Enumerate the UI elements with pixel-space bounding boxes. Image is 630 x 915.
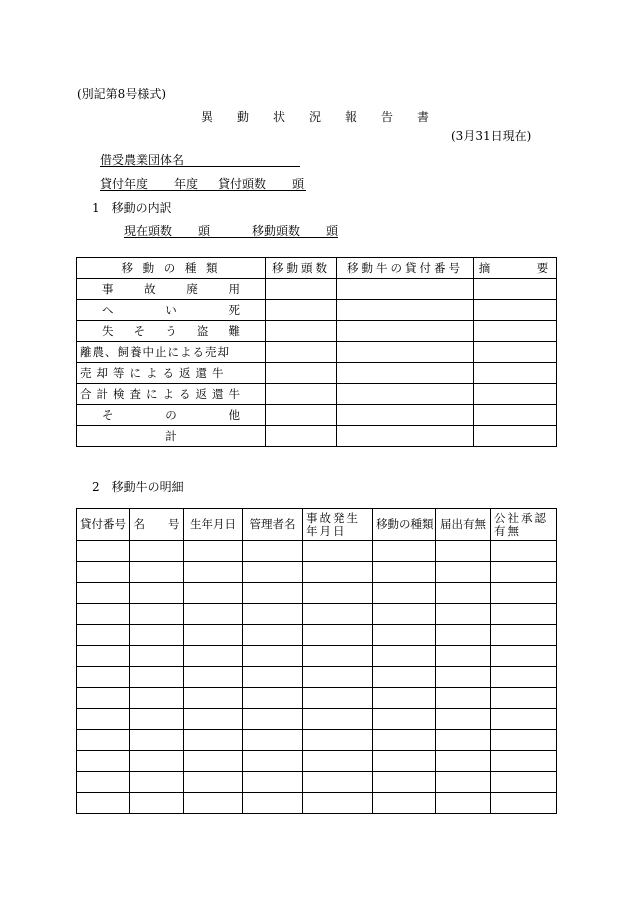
input-cell[interactable]: [337, 279, 474, 300]
input-cell[interactable]: [303, 667, 373, 688]
table-row: [77, 562, 557, 583]
input-cell[interactable]: [77, 562, 130, 583]
movement-type-label: [77, 279, 266, 300]
organization-name-field[interactable]: [100, 151, 300, 167]
current-heads-unit: 頭: [198, 224, 211, 238]
movement-type-label: [77, 405, 266, 426]
input-cell[interactable]: [337, 300, 474, 321]
input-cell[interactable]: [337, 321, 474, 342]
movement-type-text: 売却等による返還牛: [80, 365, 229, 380]
table-row: [77, 279, 557, 300]
input-cell[interactable]: [436, 604, 491, 625]
input-cell[interactable]: [303, 583, 373, 604]
head-count-line: [124, 222, 338, 238]
input-cell[interactable]: [303, 646, 373, 667]
table-row: [77, 384, 557, 405]
loan-heads-unit: 頭: [292, 177, 305, 191]
input-cell[interactable]: [491, 667, 557, 688]
input-cell[interactable]: [337, 405, 474, 426]
input-cell[interactable]: [130, 772, 184, 793]
current-heads-label: 現在頭数: [124, 224, 173, 238]
input-cell[interactable]: [491, 562, 557, 583]
input-cell[interactable]: [184, 730, 243, 751]
input-cell[interactable]: [436, 688, 491, 709]
input-cell[interactable]: [184, 562, 243, 583]
input-cell[interactable]: [77, 583, 130, 604]
input-cell[interactable]: [436, 541, 491, 562]
input-cell[interactable]: [77, 751, 130, 772]
table-row: [77, 583, 557, 604]
table-header-row: [77, 509, 557, 541]
input-cell[interactable]: [266, 426, 337, 447]
movement-type-char: 盗: [196, 323, 209, 338]
input-cell[interactable]: [337, 426, 474, 447]
input-cell[interactable]: [77, 625, 130, 646]
input-cell[interactable]: [243, 751, 303, 772]
input-cell[interactable]: [303, 772, 373, 793]
input-cell[interactable]: [436, 772, 491, 793]
input-cell[interactable]: [77, 688, 130, 709]
input-cell[interactable]: [491, 688, 557, 709]
input-cell[interactable]: [373, 730, 436, 751]
movement-type-char: 難: [228, 323, 240, 338]
input-cell[interactable]: [77, 604, 130, 625]
table-row: [77, 730, 557, 751]
movement-type-label: [77, 363, 266, 384]
movement-type-char: の: [165, 407, 177, 422]
input-cell[interactable]: [303, 793, 373, 814]
table-row: [77, 405, 557, 426]
input-cell[interactable]: [266, 321, 337, 342]
input-cell[interactable]: [373, 688, 436, 709]
loan-info-line: [100, 175, 306, 191]
input-cell[interactable]: [130, 751, 184, 772]
movement-type-char: そ: [133, 323, 146, 338]
movement-type-char: そ: [102, 407, 114, 422]
input-cell[interactable]: [436, 793, 491, 814]
input-cell[interactable]: [436, 730, 491, 751]
input-cell[interactable]: [77, 667, 130, 688]
input-cell[interactable]: [184, 751, 243, 772]
input-cell[interactable]: [303, 730, 373, 751]
table-row: [77, 321, 557, 342]
input-cell[interactable]: [130, 562, 184, 583]
table-row: [77, 751, 557, 772]
input-cell[interactable]: [303, 688, 373, 709]
input-cell[interactable]: [373, 625, 436, 646]
input-cell[interactable]: [491, 793, 557, 814]
input-cell[interactable]: [184, 646, 243, 667]
movement-type-char: 失: [102, 323, 114, 338]
input-cell[interactable]: [491, 709, 557, 730]
input-cell[interactable]: [373, 667, 436, 688]
table-row: [77, 604, 557, 625]
movement-type-char: う: [165, 323, 177, 338]
loan-year-label: 貸付年度: [100, 177, 149, 191]
input-cell[interactable]: [436, 562, 491, 583]
input-cell[interactable]: [130, 604, 184, 625]
section2-heading: 2 移動牛の明細: [92, 480, 184, 494]
input-cell[interactable]: [474, 384, 557, 405]
input-cell[interactable]: [474, 363, 557, 384]
input-cell[interactable]: [436, 709, 491, 730]
input-cell[interactable]: [266, 384, 337, 405]
input-cell[interactable]: [266, 279, 337, 300]
table-row: [77, 772, 557, 793]
input-cell[interactable]: [373, 709, 436, 730]
column-header: 摘 要: [474, 258, 557, 279]
movement-type-char: 他: [228, 407, 240, 422]
input-cell[interactable]: [77, 772, 130, 793]
input-cell[interactable]: [130, 646, 184, 667]
column-header: 移 動 の 種 類: [77, 258, 266, 279]
input-cell[interactable]: [373, 793, 436, 814]
input-cell[interactable]: [436, 667, 491, 688]
input-cell[interactable]: [243, 646, 303, 667]
input-cell[interactable]: [303, 625, 373, 646]
input-cell[interactable]: [130, 688, 184, 709]
moved-cattle-detail-table: [76, 508, 557, 814]
input-cell[interactable]: [303, 709, 373, 730]
input-cell[interactable]: [77, 793, 130, 814]
table-row: [77, 541, 557, 562]
input-cell[interactable]: [491, 583, 557, 604]
report-date: (3月31日現在): [451, 129, 532, 143]
input-cell[interactable]: [184, 667, 243, 688]
table-row: [77, 300, 557, 321]
input-cell[interactable]: [266, 405, 337, 426]
moved-heads-unit: 頭: [326, 224, 339, 238]
column-header: 生年月日: [184, 509, 243, 541]
input-cell[interactable]: [130, 583, 184, 604]
input-cell[interactable]: [243, 772, 303, 793]
table-row: [77, 342, 557, 363]
movement-type-label: [77, 384, 266, 405]
movement-type-char: い: [165, 302, 177, 317]
input-cell[interactable]: [491, 604, 557, 625]
input-cell[interactable]: [130, 667, 184, 688]
column-header: 管理者名: [243, 509, 303, 541]
column-header: 移動頭数: [266, 258, 337, 279]
table-row: [77, 709, 557, 730]
input-cell[interactable]: [130, 709, 184, 730]
input-cell[interactable]: [337, 384, 474, 405]
table-row: [77, 646, 557, 667]
movement-type-label: [77, 321, 266, 342]
input-cell[interactable]: [77, 541, 130, 562]
input-cell[interactable]: [184, 688, 243, 709]
input-cell[interactable]: [491, 751, 557, 772]
column-header: 移動牛の貸付番号: [337, 258, 474, 279]
input-cell[interactable]: [491, 541, 557, 562]
input-cell[interactable]: [77, 730, 130, 751]
movement-type-char: 廃: [186, 281, 198, 296]
input-cell[interactable]: [243, 688, 303, 709]
table-row: [77, 426, 557, 447]
table-row: [77, 363, 557, 384]
input-cell[interactable]: [243, 583, 303, 604]
moved-heads-label: 移動頭数: [252, 224, 301, 238]
input-cell[interactable]: [491, 646, 557, 667]
movement-type-char: 死: [228, 302, 240, 317]
input-cell[interactable]: [266, 300, 337, 321]
input-cell[interactable]: [130, 625, 184, 646]
input-cell[interactable]: [373, 541, 436, 562]
input-cell[interactable]: [491, 730, 557, 751]
table-row: [77, 625, 557, 646]
movement-breakdown-table: [76, 257, 557, 447]
input-cell[interactable]: [184, 709, 243, 730]
input-cell[interactable]: [303, 541, 373, 562]
column-header: 名 号: [130, 509, 184, 541]
input-cell[interactable]: [184, 772, 243, 793]
input-cell[interactable]: [130, 541, 184, 562]
input-cell[interactable]: [373, 646, 436, 667]
input-cell[interactable]: [436, 625, 491, 646]
input-cell[interactable]: [373, 604, 436, 625]
organization-name-label: 借受農業団体名: [100, 153, 185, 167]
input-cell[interactable]: [303, 562, 373, 583]
input-cell[interactable]: [373, 562, 436, 583]
table-row: [77, 688, 557, 709]
input-cell[interactable]: [474, 279, 557, 300]
input-cell[interactable]: [243, 667, 303, 688]
input-cell[interactable]: [184, 583, 243, 604]
column-header: 事故発生年月日: [303, 509, 373, 541]
input-cell[interactable]: [337, 363, 474, 384]
input-cell[interactable]: [130, 730, 184, 751]
movement-type-char: 用: [228, 281, 240, 296]
input-cell[interactable]: [337, 342, 474, 363]
input-cell[interactable]: [266, 342, 337, 363]
movement-type-label: [77, 300, 266, 321]
input-cell[interactable]: [184, 793, 243, 814]
input-cell[interactable]: [77, 646, 130, 667]
input-cell[interactable]: [243, 793, 303, 814]
loan-heads-label: 貸付頭数: [218, 177, 267, 191]
input-cell[interactable]: [474, 405, 557, 426]
input-cell[interactable]: [243, 562, 303, 583]
input-cell[interactable]: [474, 300, 557, 321]
movement-type-char: 事: [102, 281, 114, 296]
input-cell[interactable]: [491, 625, 557, 646]
input-cell[interactable]: [243, 730, 303, 751]
table-header-row: [77, 258, 557, 279]
movement-type-char: へ: [102, 302, 114, 317]
column-header: 貸付番号: [77, 509, 130, 541]
document-title: 異 動 状 況 報 告 書: [200, 110, 429, 124]
loan-year-unit: 年度: [174, 177, 199, 191]
movement-type-label: [77, 342, 266, 363]
table-row: [77, 793, 557, 814]
table-row: [77, 667, 557, 688]
column-header: 届出有無: [436, 509, 491, 541]
input-cell[interactable]: [474, 342, 557, 363]
input-cell[interactable]: [373, 751, 436, 772]
column-header: 移動の種類: [373, 509, 436, 541]
movement-type-text: 計: [165, 428, 177, 443]
movement-type-char: 故: [144, 281, 156, 296]
section1-heading: 1 移動の内訳: [92, 201, 172, 215]
input-cell[interactable]: [77, 709, 130, 730]
input-cell[interactable]: [243, 709, 303, 730]
movement-type-text: 離農、飼養中止による売却: [80, 344, 230, 359]
input-cell[interactable]: [184, 625, 243, 646]
input-cell[interactable]: [373, 583, 436, 604]
movement-type-text: 合計検査による返還牛: [80, 386, 245, 401]
column-header: 公社承認有無: [491, 509, 557, 541]
movement-type-label: [77, 426, 266, 447]
input-cell[interactable]: [243, 625, 303, 646]
form-number: (別記第8号様式): [77, 87, 166, 101]
input-cell[interactable]: [436, 646, 491, 667]
input-cell[interactable]: [243, 541, 303, 562]
input-cell[interactable]: [373, 772, 436, 793]
input-cell[interactable]: [184, 604, 243, 625]
input-cell[interactable]: [303, 604, 373, 625]
input-cell[interactable]: [474, 426, 557, 447]
input-cell[interactable]: [474, 321, 557, 342]
input-cell[interactable]: [436, 583, 491, 604]
input-cell[interactable]: [491, 772, 557, 793]
input-cell[interactable]: [130, 793, 184, 814]
input-cell[interactable]: [243, 604, 303, 625]
input-cell[interactable]: [303, 751, 373, 772]
input-cell[interactable]: [184, 541, 243, 562]
input-cell[interactable]: [436, 751, 491, 772]
input-cell[interactable]: [266, 363, 337, 384]
